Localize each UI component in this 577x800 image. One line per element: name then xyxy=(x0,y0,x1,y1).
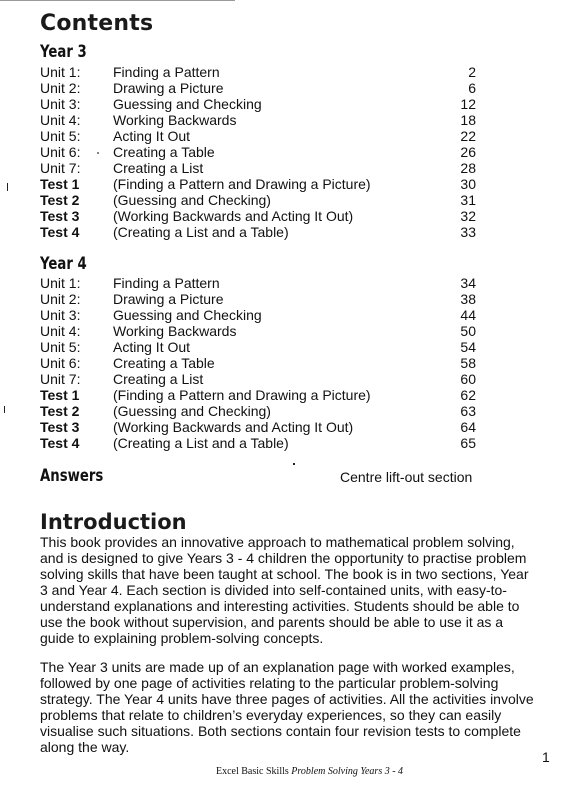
toc-entry xyxy=(40,128,476,144)
toc-page-number: 54 xyxy=(460,339,476,355)
toc-entry xyxy=(40,435,476,451)
scan-speck xyxy=(97,152,99,154)
toc-page-number: 32 xyxy=(460,208,476,224)
footer-series: Excel Basic Skills xyxy=(216,766,289,777)
toc-entry xyxy=(40,96,476,112)
toc-entry-title: (Finding a Pattern and Drawing a Picture) xyxy=(113,176,371,192)
toc-unit-label: Test 2 xyxy=(40,192,80,208)
scan-speck xyxy=(4,406,5,413)
toc-entry-title: (Guessing and Checking) xyxy=(113,403,271,419)
toc-unit-label: Unit 1: xyxy=(40,275,81,291)
toc-entry-title: (Creating a List and a Table) xyxy=(113,224,289,240)
toc-unit-label: Unit 5: xyxy=(40,339,81,355)
toc-page-number: 50 xyxy=(460,323,476,339)
toc-entry-title: Creating a List xyxy=(113,160,204,176)
toc-entry xyxy=(40,371,476,387)
toc-entry xyxy=(40,387,476,403)
toc-page-number: 38 xyxy=(460,291,476,307)
toc-unit-label: Test 4 xyxy=(40,224,80,240)
toc-entry xyxy=(40,339,476,355)
footer-book-title: Problem Solving Years 3 - 4 xyxy=(291,766,404,777)
introduction-paragraph-1: This book provides an innovative approach to mathematical problem solving, and is designed to give Years 3 - 4 children the opportunity to practise problem solving skills that have been taught at school. The book is in two sections, Year 3 and Year 4. Each section is divided into self-contained units, with easy-to-understand explanations and interesting activities. Students should be able to use the book without supervision, and parents should be able to use it as a guide to explaining problem-solving concepts. xyxy=(40,534,529,646)
toc-entry-title: Drawing a Picture xyxy=(113,80,224,96)
toc-entry-title: Drawing a Picture xyxy=(113,291,224,307)
toc-unit-label: Unit 7: xyxy=(40,371,81,387)
toc-page-number: 33 xyxy=(460,224,476,240)
toc-unit-label: Unit 1: xyxy=(40,64,81,80)
toc-entry xyxy=(40,323,476,339)
toc-entry xyxy=(40,208,476,224)
toc-page-number: 18 xyxy=(460,112,476,128)
toc-entry-title: (Finding a Pattern and Drawing a Picture) xyxy=(113,387,371,403)
introduction-paragraph-2: The Year 3 units are made up of an explanation page with worked examples, followed by one page of activities relating to the particular problem-solving strategy. The Year 4 units have three pages of activities. All the activities involve problems that relate to children’s everyday experiences, so they can easily visualise such situations. Both sections contain four revision tests to complete along the way. xyxy=(40,659,534,755)
introduction-heading: Introduction xyxy=(40,510,187,534)
toc-entry xyxy=(40,419,476,435)
toc-unit-label: Test 1 xyxy=(40,387,80,403)
year4-heading: Year 4 xyxy=(40,254,87,274)
toc-page-number: 22 xyxy=(460,128,476,144)
toc-entry-title: Guessing and Checking xyxy=(113,307,262,323)
year3-heading: Year 3 xyxy=(40,42,87,62)
toc-entry-title: (Working Backwards and Acting It Out) xyxy=(113,208,354,224)
toc-page-number: 26 xyxy=(460,144,476,160)
toc-unit-label: Unit 5: xyxy=(40,128,81,144)
toc-entry-title: Acting It Out xyxy=(113,339,191,355)
toc-unit-label: Test 3 xyxy=(40,419,80,435)
scan-edge-mark xyxy=(0,0,235,1)
year4-toc-list xyxy=(40,275,476,451)
toc-page-number: 44 xyxy=(460,307,476,323)
page-footer xyxy=(216,766,403,777)
toc-page-number: 6 xyxy=(468,80,476,96)
toc-page-number: 31 xyxy=(460,192,476,208)
contents-heading: Contents xyxy=(40,11,154,36)
toc-entry-title: (Working Backwards and Acting It Out) xyxy=(113,419,354,435)
toc-entry xyxy=(40,64,476,80)
toc-entry xyxy=(40,224,476,240)
toc-unit-label: Unit 4: xyxy=(40,112,81,128)
toc-entry-title: Working Backwards xyxy=(113,323,237,339)
toc-entry xyxy=(40,291,476,307)
toc-entry-title: Creating a List xyxy=(113,371,204,387)
toc-entry-title: Finding a Pattern xyxy=(113,275,220,291)
answers-location: Centre lift-out section xyxy=(340,469,473,485)
toc-page-number: 2 xyxy=(468,64,476,80)
toc-entry xyxy=(40,176,476,192)
scan-speck xyxy=(7,183,8,191)
toc-page-number: 30 xyxy=(460,176,476,192)
toc-entry xyxy=(40,160,476,176)
toc-unit-label: Test 3 xyxy=(40,208,80,224)
toc-entry-title: Creating a Table xyxy=(113,144,215,160)
scan-speck xyxy=(293,463,295,465)
toc-entry-title: Guessing and Checking xyxy=(113,96,262,112)
toc-page-number: 28 xyxy=(460,160,476,176)
toc-unit-label: Unit 7: xyxy=(40,160,81,176)
toc-page-number: 58 xyxy=(460,355,476,371)
toc-unit-label: Unit 6: xyxy=(40,144,81,160)
toc-page-number: 62 xyxy=(460,387,476,403)
toc-unit-label: Unit 2: xyxy=(40,80,81,96)
toc-entry xyxy=(40,275,476,291)
toc-entry-title: Finding a Pattern xyxy=(113,64,220,80)
toc-unit-label: Unit 2: xyxy=(40,291,81,307)
toc-page-number: 60 xyxy=(460,371,476,387)
page-number: 1 xyxy=(542,749,550,765)
toc-page-number: 34 xyxy=(460,275,476,291)
toc-entry xyxy=(40,355,476,371)
toc-page-number: 64 xyxy=(460,419,476,435)
toc-unit-label: Unit 4: xyxy=(40,323,81,339)
toc-entry xyxy=(40,112,476,128)
toc-entry xyxy=(40,403,476,419)
toc-entry-title: Creating a Table xyxy=(113,355,215,371)
toc-unit-label: Unit 3: xyxy=(40,307,81,323)
toc-entry-title: Working Backwards xyxy=(113,112,237,128)
answers-heading: Answers xyxy=(40,466,104,486)
toc-page-number: 63 xyxy=(460,403,476,419)
toc-entry xyxy=(40,192,476,208)
toc-unit-label: Test 4 xyxy=(40,435,80,451)
toc-unit-label: Test 2 xyxy=(40,403,80,419)
toc-page-number: 65 xyxy=(460,435,476,451)
toc-entry xyxy=(40,307,476,323)
toc-entry-title: (Creating a List and a Table) xyxy=(113,435,289,451)
toc-entry-title: Acting It Out xyxy=(113,128,191,144)
toc-unit-label: Unit 6: xyxy=(40,355,81,371)
toc-entry xyxy=(40,144,476,160)
toc-unit-label: Test 1 xyxy=(40,176,80,192)
toc-entry xyxy=(40,80,476,96)
toc-unit-label: Unit 3: xyxy=(40,96,81,112)
year3-toc-list xyxy=(40,64,476,240)
toc-page-number: 12 xyxy=(460,96,476,112)
toc-entry-title: (Guessing and Checking) xyxy=(113,192,271,208)
